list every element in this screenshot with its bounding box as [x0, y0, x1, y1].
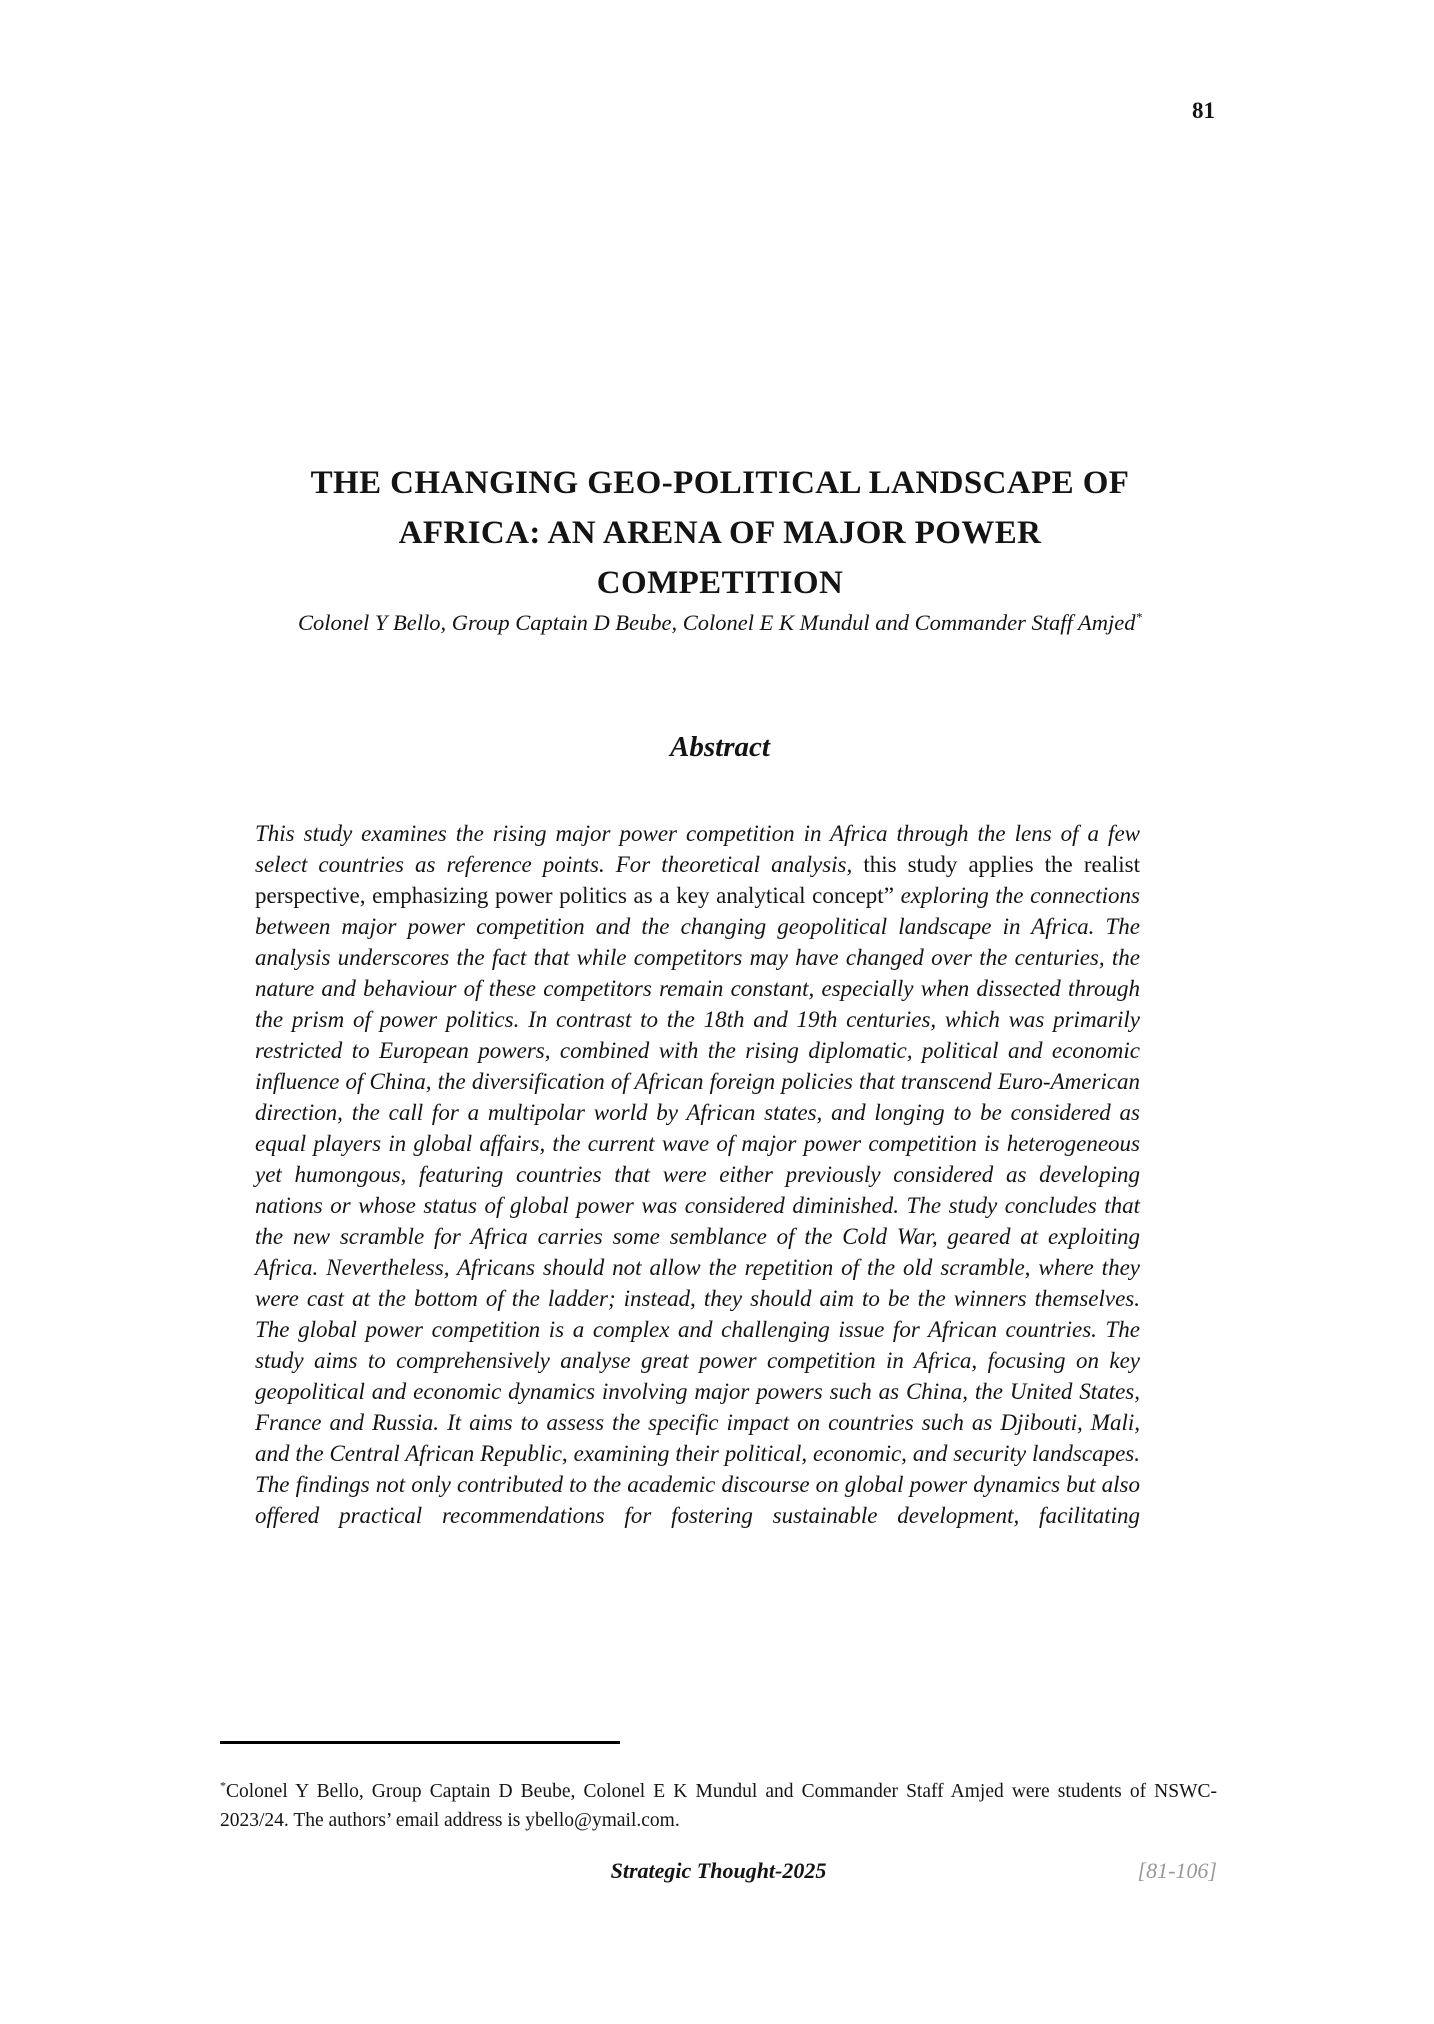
abstract-segment-roman: this study applies the realist perspective, emphasizing power politics as a key analytical concept” [255, 852, 1141, 908]
page-number: 81 [1192, 98, 1215, 123]
footnote-marker: * [220, 1778, 226, 1792]
footnote-text: Colonel Y Bello, Group Captain D Beube, Colonel E K Mundul and Commander Staff Amjed were students of NSWC-2023/24. The authors’ email address is ybello@ymail.com. [220, 1780, 1217, 1831]
article-title-line-3: COMPETITION [596, 565, 844, 602]
article-title-line-2: AFRICA: AN ARENA OF MAJOR POWER [398, 515, 1042, 552]
page-footer [220, 1858, 1217, 1884]
article-title-line-1: THE CHANGING GEO-POLITICAL LANDSCAPE OF [310, 465, 1130, 502]
article-page-range: [81-106] [1137, 1858, 1217, 1883]
abstract-segment-italic-2: exploring the connections between major power competition and the changing geopolitical landscape in Africa. The analysis underscores the fact that while competitors may have changed over the centuries, the nature and behaviour of these competitors remain constant, especially when dissected through the prism of power politics. In contrast to the 18th and 19th centuries, which was primarily restricted to European powers, combined with the rising diplomatic, political and economic influence of China, the diversification of African foreign policies that transcend Euro-American direction, the call for a multipolar world by African states, and longing to be considered as equal players in global affairs, the current wave of major power competition is heterogeneous yet humongous, featuring countries that were either previously considered as developing nations or whose status of global power was considered diminished. The study concludes that the new scramble for Africa carries some semblance of the Cold War, geared at exploiting Africa. Nevertheless, Africans should not allow the repetition of the old scramble, where they were cast at the bottom of the ladder; instead, they should aim to be the winners themselves. The global power competition is a complex and challenging issue for African countries. The study aims to comprehensively analyse great power competition in Africa, focusing on key geopolitical and economic dynamics involving major powers such as China, the United States, France and Russia. It aims to assess the specific impact on countries such as Djibouti, Mali, and the Central African Republic, examining their political, economic, and security landscapes. The findings not only contributed to the academic discourse on global power dynamics but also offered practical recommendations for fostering sustainable development, facilitating [255, 883, 1140, 1528]
article-title [220, 458, 1220, 608]
abstract-body [255, 818, 1140, 1531]
abstract-heading: Abstract [670, 731, 770, 763]
authors-line [220, 610, 1220, 636]
authors-names: Colonel Y Bello, Group Captain D Beube, Colonel E K Mundul and Commander Staff Amjed [298, 610, 1136, 635]
abstract-segment-italic-1: This study examines the rising major power competition in Africa through the lens of a few select countries as reference points. For theoretical analysis, [255, 821, 1140, 877]
journal-title: Strategic Thought-2025 [610, 1858, 827, 1883]
footnote-separator-rule [220, 1741, 620, 1744]
author-note-marker: * [1135, 609, 1142, 625]
footnote [220, 1777, 1217, 1835]
content-column [220, 0, 1220, 2024]
